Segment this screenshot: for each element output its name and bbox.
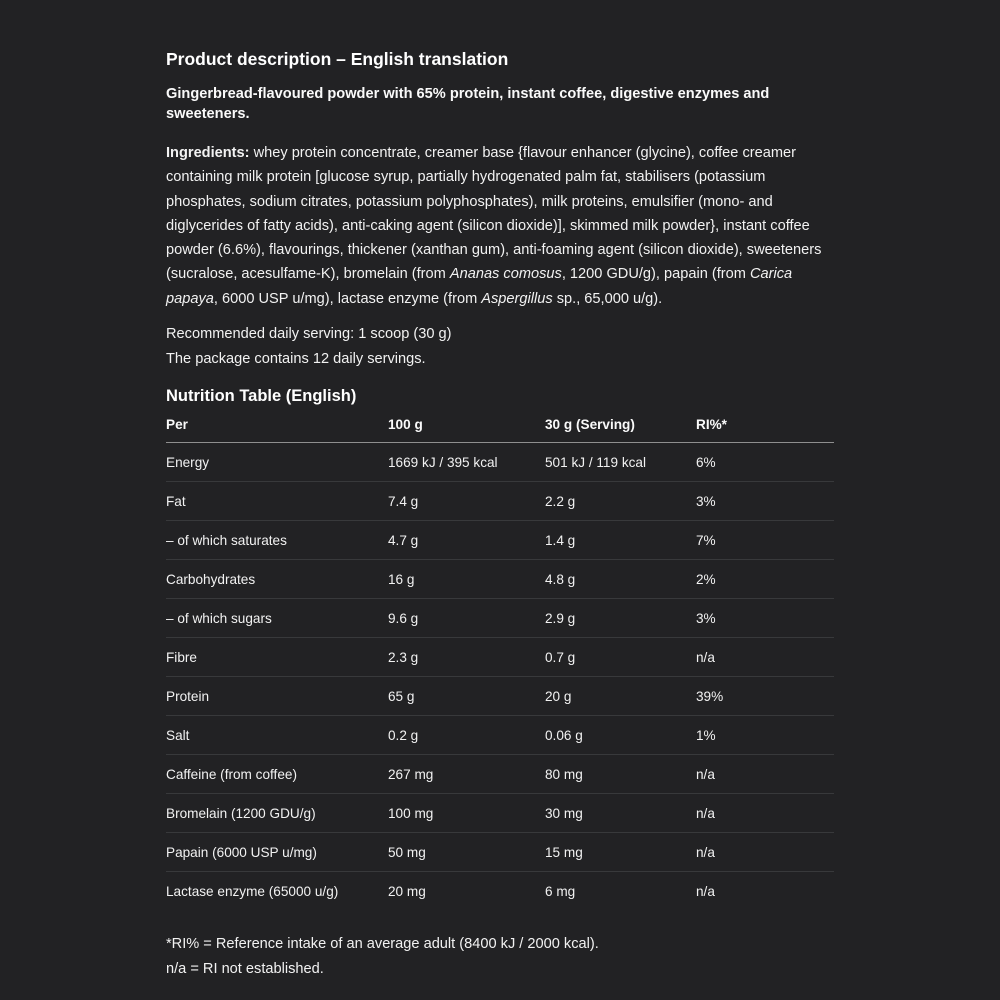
column-header: RI%*: [696, 412, 834, 443]
product-summary: Gingerbread-flavoured powder with 65% protein, instant coffee, digestive enzymes and sweeteners.: [166, 86, 770, 122]
row-label: Fat: [166, 482, 388, 521]
value-ri-percent: 7%: [696, 521, 834, 560]
value-per-100g: 20 mg: [388, 883, 426, 899]
value-per-serving: 501 kJ / 119 kcal: [545, 443, 696, 482]
column-header: 30 g (Serving): [545, 412, 696, 443]
table-row: [166, 560, 834, 599]
recommended-serving-line: Recommended daily serving: 1 scoop (30 g): [166, 326, 452, 343]
table-row: [166, 638, 834, 677]
row-label: Bromelain (1200 GDU/g): [166, 794, 388, 833]
table-row: [166, 677, 834, 716]
footnote-reference-intake: *RI% = Reference intake of an average adult (8400 kJ / 2000 kcal).: [166, 936, 599, 953]
value-ri-percent: n/a: [696, 794, 834, 833]
value-per-serving: 20 g: [545, 677, 696, 716]
row-label: – of which saturates: [166, 521, 388, 560]
footnote-na: n/a = RI not established.: [166, 960, 324, 977]
row-label: Lactase enzyme (65000 u/g): [166, 883, 339, 899]
value-per-100g: 65 g: [388, 677, 545, 716]
ingredients-latin-name: Ananas comosus: [449, 266, 562, 283]
value-per-100g: 267 mg: [388, 755, 545, 794]
value-per-100g: 4.7 g: [388, 521, 545, 560]
nutrition-table-body: [166, 443, 834, 911]
column-header: 100 g: [388, 412, 545, 443]
table-row: [166, 716, 834, 755]
value-per-100g: 100 mg: [388, 794, 545, 833]
value-per-serving: 6 mg: [545, 883, 576, 899]
row-label: Papain (6000 USP u/mg): [166, 833, 388, 872]
value-per-serving: 2.2 g: [545, 482, 696, 521]
nutrition-table-header-row: [166, 412, 834, 443]
ingredients-text: whey protein concentrate, creamer base {flavour enhancer (glycine), coffee creamer containing milk protein [glucose syrup, partially hydrogenated palm fat, stabilisers (potassium phosphates, sodium citrates, potassium polyphosphates), milk proteins, emulsifier (mono- and diglycerides of fatty acids), anti-caking agent (silicon dioxide)], skimmed milk powder}, instant coffee powder (6.6%), flavourings, thickener (xanthan gum), anti-foaming agent (silicon dioxide), sweeteners (sucralose, acesulfame-K), bromelain (from: [166, 145, 822, 283]
value-ri-percent: 2%: [696, 560, 834, 599]
ingredients-text: , 6000 USP u/mg), lactase enzyme (from: [213, 290, 482, 307]
value-per-serving: 15 mg: [545, 833, 696, 872]
value-per-100g: 1669 kJ / 395 kcal: [388, 443, 545, 482]
table-row: [166, 599, 834, 638]
column-header: Per: [166, 412, 388, 443]
ingredients-label: Ingredients:: [166, 145, 250, 161]
product-description-panel: [166, 48, 834, 981]
table-row: [166, 794, 834, 833]
value-ri-percent: 6%: [696, 443, 834, 482]
value-per-serving: 4.8 g: [545, 560, 696, 599]
value-ri-percent: n/a: [696, 638, 834, 677]
row-label: Fibre: [166, 638, 388, 677]
row-label: Salt: [166, 716, 388, 755]
value-ri-percent: n/a: [696, 755, 834, 794]
value-per-100g: 16 g: [388, 560, 545, 599]
row-label: – of which sugars: [166, 599, 388, 638]
value-ri-percent: n/a: [696, 883, 715, 899]
value-per-serving: 0.06 g: [545, 716, 696, 755]
value-ri-percent: 3%: [696, 482, 834, 521]
value-ri-percent: 3%: [696, 599, 834, 638]
value-per-100g: 0.2 g: [388, 716, 545, 755]
ingredients-latin-name: Carica papaya: [166, 266, 793, 307]
value-per-serving: 80 mg: [545, 755, 696, 794]
ingredients-text: sp., 65,000 u/g).: [552, 290, 663, 307]
row-label: Caffeine (from coffee): [166, 755, 388, 794]
table-row: [166, 755, 834, 794]
value-per-serving: 1.4 g: [545, 521, 696, 560]
table-row: [166, 872, 834, 911]
value-ri-percent: 39%: [696, 677, 834, 716]
value-per-serving: 2.9 g: [545, 599, 696, 638]
value-ri-percent: 1%: [696, 716, 834, 755]
row-label: Carbohydrates: [166, 560, 388, 599]
ingredients-latin-name: Aspergillus: [481, 290, 553, 307]
ingredients-paragraph: [166, 141, 834, 311]
table-row: [166, 833, 834, 872]
value-per-100g: 7.4 g: [388, 482, 545, 521]
table-row: [166, 521, 834, 560]
value-per-100g: 50 mg: [388, 833, 545, 872]
value-per-100g: 2.3 g: [388, 638, 545, 677]
row-label: Protein: [166, 677, 388, 716]
page-title: Product description – English translation: [166, 49, 509, 69]
value-per-100g: 9.6 g: [388, 599, 545, 638]
value-ri-percent: n/a: [696, 833, 834, 872]
value-per-serving: 0.7 g: [545, 638, 696, 677]
nutrition-table-title: Nutrition Table (English): [166, 387, 357, 406]
package-servings-line: The package contains 12 daily servings.: [166, 351, 426, 368]
ingredients-text: , 1200 GDU/g), papain (from: [561, 266, 750, 283]
table-row: [166, 443, 834, 482]
table-row: [166, 482, 834, 521]
nutrition-table: [166, 412, 834, 910]
row-label: Energy: [166, 443, 388, 482]
value-per-serving: 30 mg: [545, 794, 696, 833]
